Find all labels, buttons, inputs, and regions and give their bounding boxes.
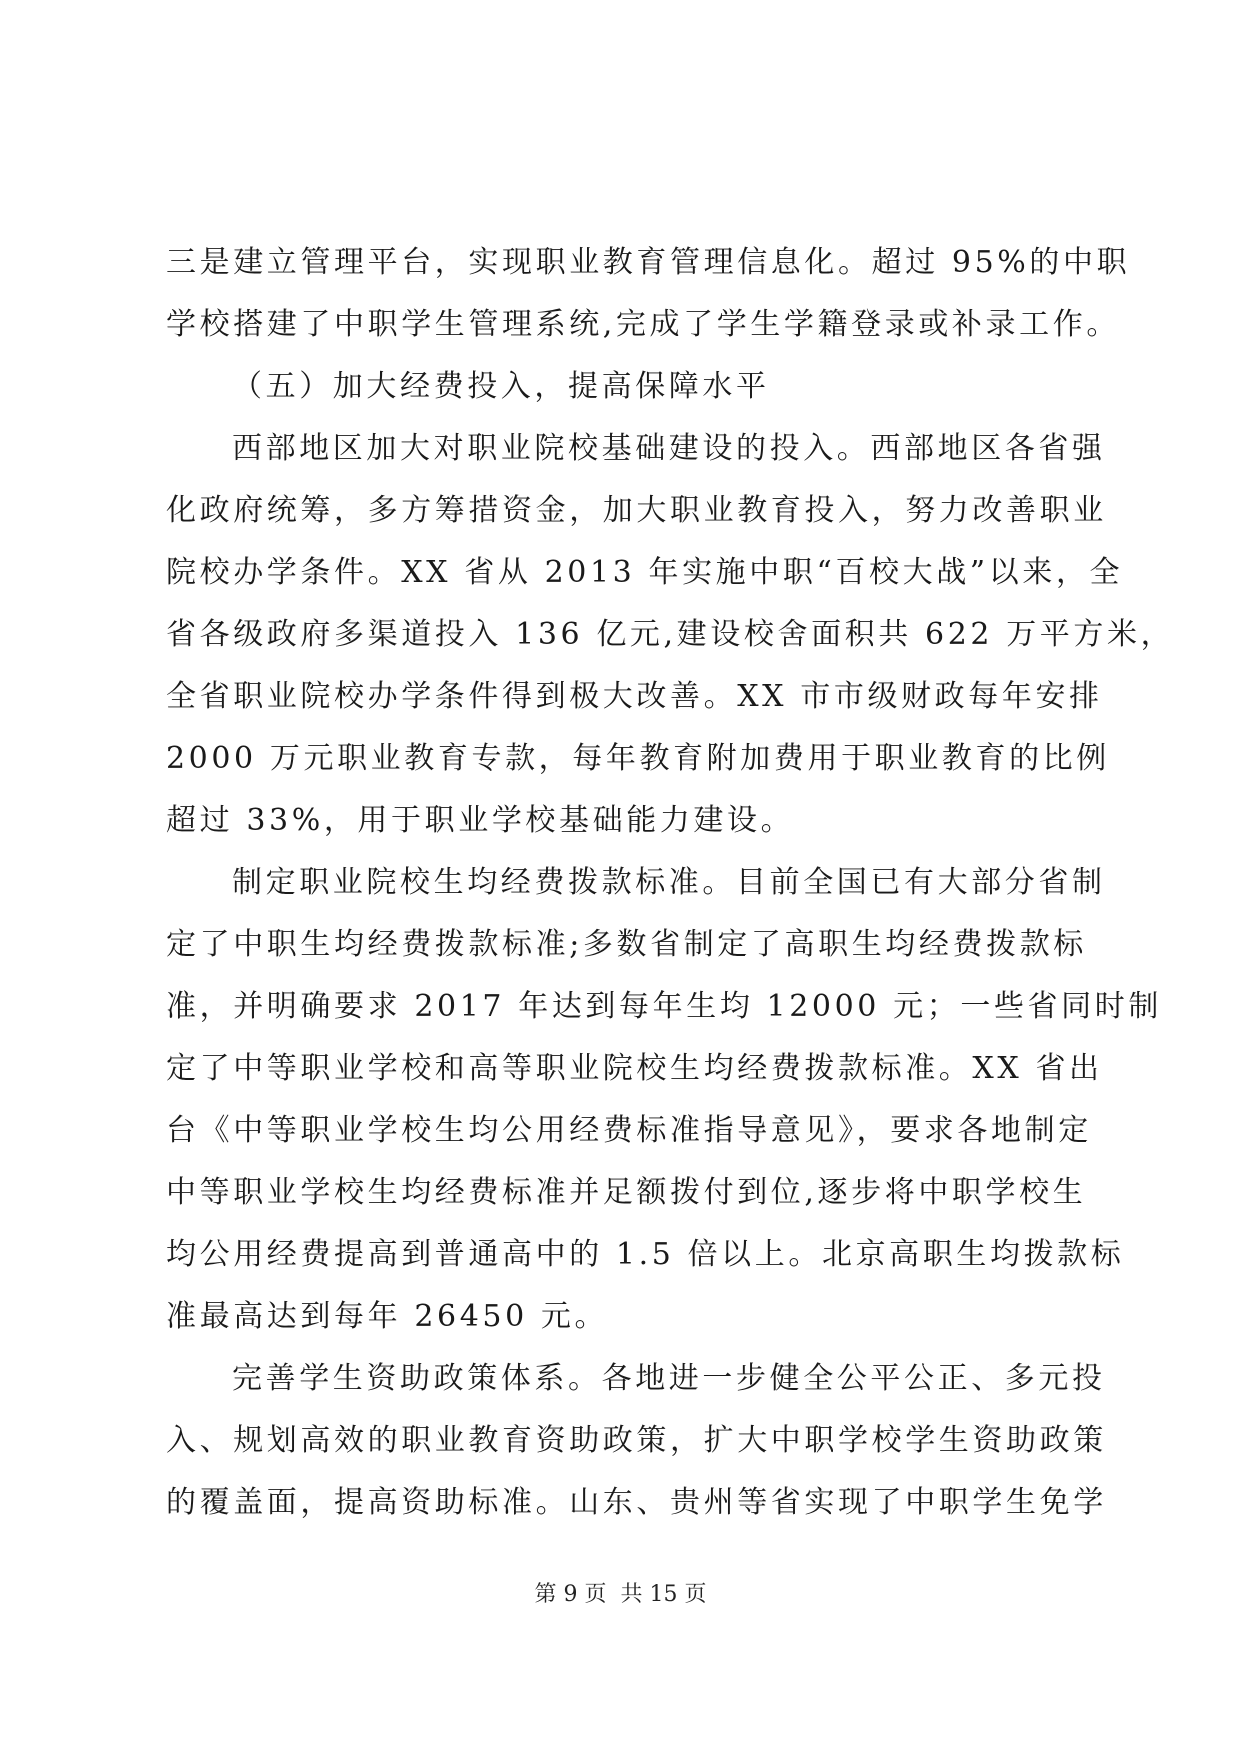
text-line: 中等职业学校生均经费标准并足额拨付到位,逐步将中职学校生 <box>166 1175 1087 1210</box>
text-line: 超过 33%，用于职业学校基础能力建设。 <box>166 803 795 838</box>
text-line: 全省职业院校办学条件得到极大改善。XX 市市级财政每年安排 <box>166 679 1103 714</box>
text-line: 定了中等职业学校和高等职业院校生均经费拨款标准。XX 省出 <box>166 1051 1103 1086</box>
body-text <box>166 232 1175 1534</box>
page-total: 共 15 页 <box>620 1582 707 1607</box>
text-line: 2000 万元职业教育专款，每年教育附加费用于职业教育的比例 <box>166 741 1110 776</box>
page-number: 第 9 页 <box>534 1582 607 1607</box>
text-line: 台《中等职业学校生均公用经费标准指导意见》，要求各地制定 <box>166 1113 1092 1148</box>
text-line: 均公用经费提高到普通高中的 1.5 倍以上。北京高职生均拨款标 <box>166 1237 1125 1272</box>
text-line: 准最高达到每年 26450 元。 <box>166 1299 609 1334</box>
text-line: 省各级政府多渠道投入 136 亿元,建设校舍面积共 622 万平方米， <box>166 617 1175 652</box>
text-line: 完善学生资助政策体系。各地进一步健全公平公正、多元投 <box>232 1361 1106 1396</box>
text-line: 院校办学条件。XX 省从 2013 年实施中职“百校大战”以来，全 <box>166 555 1124 590</box>
text-line: 入、规划高效的职业教育资助政策，扩大中职学校学生资助政策 <box>166 1423 1107 1458</box>
text-line: 化政府统筹，多方筹措资金，加大职业教育投入，努力改善职业 <box>166 493 1107 528</box>
page-footer <box>0 1580 1241 1610</box>
text-line: 三是建立管理平台，实现职业教育管理信息化。超过 95%的中职 <box>166 245 1131 280</box>
text-line: 定了中职生均经费拨款标准;多数省制定了高职生均经费拨款标 <box>166 927 1087 962</box>
section-heading: （五）加大经费投入，提高保障水平 <box>232 369 770 404</box>
text-line: 的覆盖面，提高资助标准。山东、贵州等省实现了中职学生免学 <box>166 1485 1107 1520</box>
text-line: 准，并明确要求 2017 年达到每年生均 12000 元；一些省同时制 <box>166 989 1162 1024</box>
text-line: 制定职业院校生均经费拨款标准。目前全国已有大部分省制 <box>232 865 1106 900</box>
text-line: 学校搭建了中职学生管理系统,完成了学生学籍登录或补录工作。 <box>166 307 1120 342</box>
text-line: 西部地区加大对职业院校基础建设的投入。西部地区各省强 <box>232 431 1106 466</box>
